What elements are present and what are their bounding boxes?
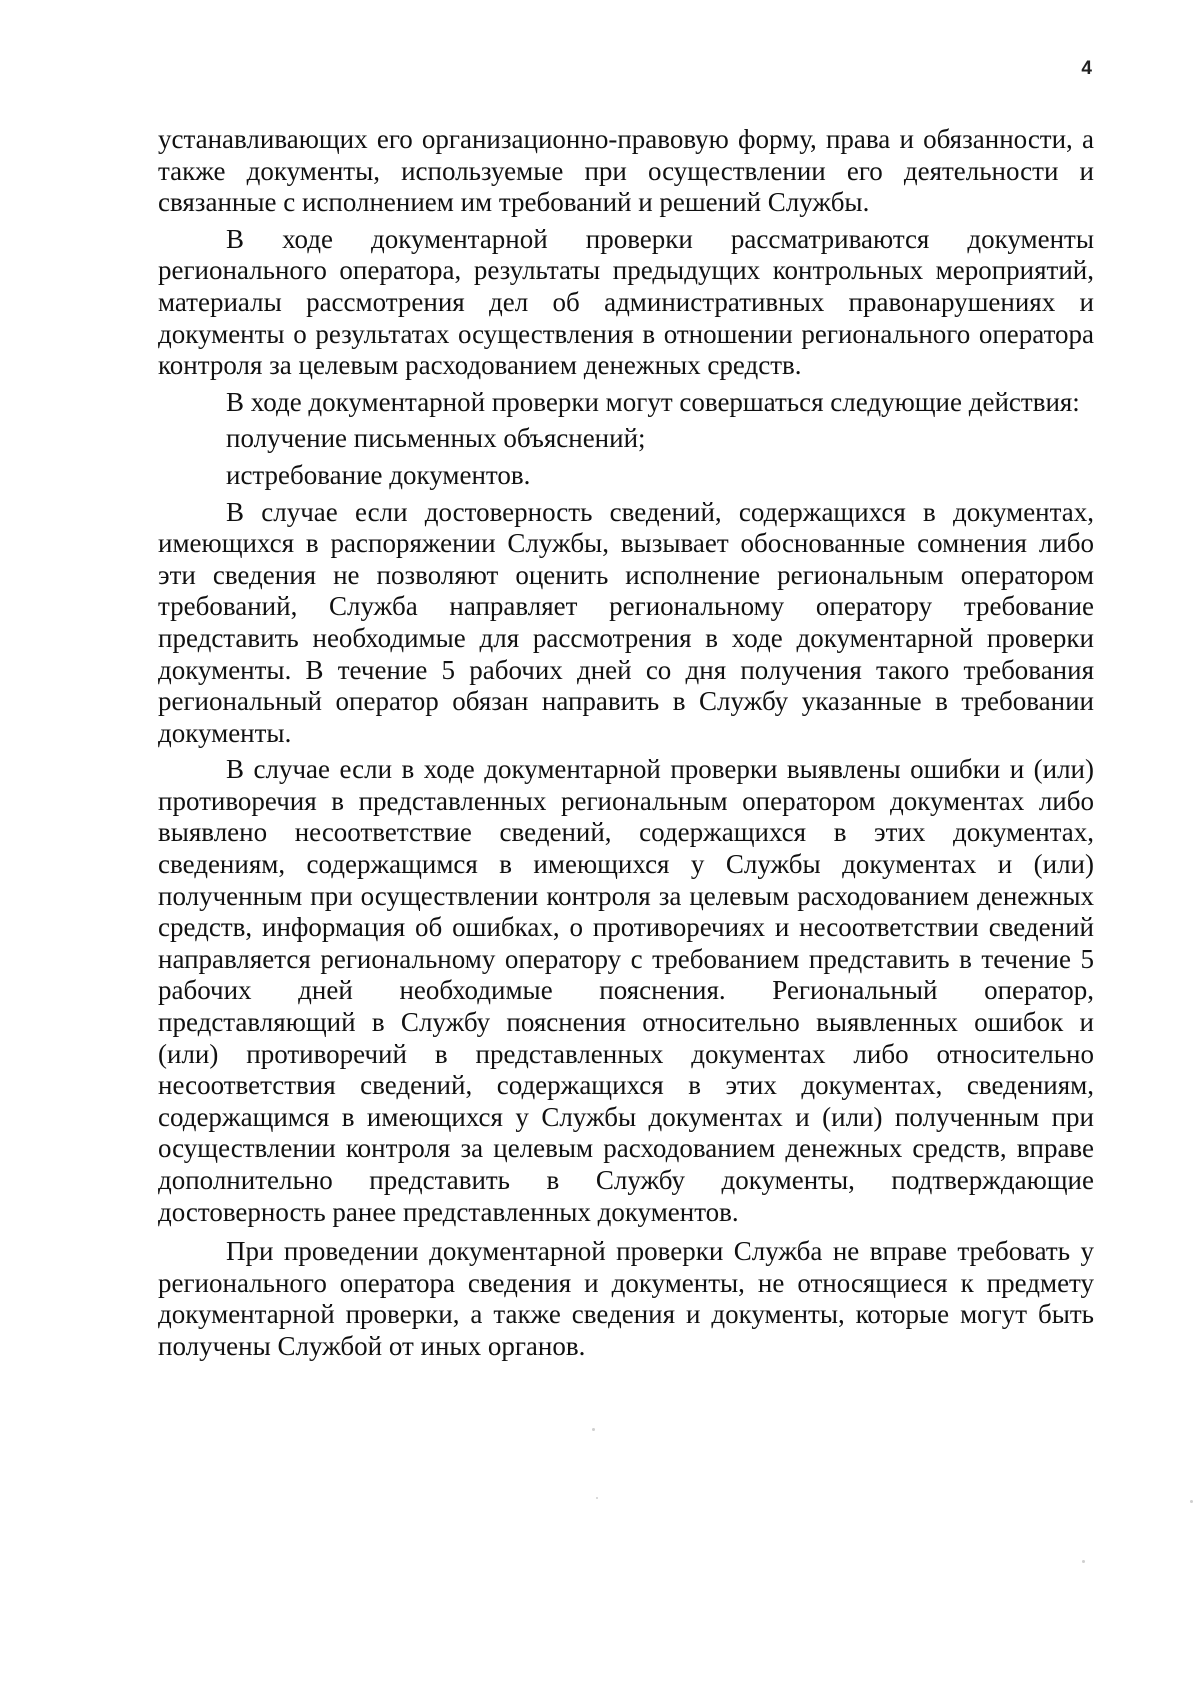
paragraph-restrictions: При проведении документарной проверки Служба не вправе требовать у регионального оператора сведения и документы, не относящиеся к предмету документарной проверки, а также сведения и документы, которые могут быть получены Службой от иных органов. [158,1236,1094,1361]
document-body [158,124,1094,1363]
paragraph-documents-reviewed: В ходе документарной проверки рассматриваются документы регионального оператора, результаты предыдущих контрольных мероприятий, материалы рассмотрения дел об административных правонарушениях и документы о результатах осуществления в отношении регионального оператора контроля за целевым расходованием денежных средств. [158,223,1094,381]
list-item-explanations: получение письменных объяснений; [226,423,646,454]
page-number: 4 [1081,58,1092,79]
scan-speck [596,1497,598,1499]
paragraph-reliability-doubts: В случае если достоверность сведений, содержащихся в документах, имеющихся в распоряжении Службы, вызывает обоснованные сомнения либо эти сведения не позволяют оценить исполнение региональным оператором требований, Служба направляет региональному оператору требование представить необходимые для рассмотрения в ходе документарной проверки документы. В течение 5 рабочих дней со дня получения такого требования региональный оператор обязан направить в Службу указанные в требовании документы. [158,496,1094,748]
list-item-documents-request: истребование документов. [226,459,531,490]
paragraph-actions-intro: В ходе документарной проверки могут совершаться следующие действия: [226,386,1080,417]
paragraph-errors-contradictions: В случае если в ходе документарной проверки выявлены ошибки и (или) противоречия в представленных региональным оператором документах либо выявлено несоответствие сведений, содержащихся в этих документах, сведениям, содержащимся в имеющихся у Службы документах и (или) полученным при осуществлении контроля за целевым расходованием денежных средств, информация об ошибках, о противоречиях и несоответствии сведений направляется региональному оператору с требованием представить в течение 5 рабочих дней необходимые пояснения. Региональный оператор, представляющий в Службу пояснения относительно выявленных ошибок и (или) противоречий в представленных документах либо относительно несоответствия сведений, содержащихся в этих документах, сведениям, содержащимся в имеющихся у Службы документах и (или) полученным при осуществлении контроля за целевым расходованием денежных средств, вправе дополнительно представить в Службу документы, подтверждающие достоверность ранее представленных документов. [158,754,1094,1227]
scan-speck [1190,1500,1193,1503]
scan-speck [1082,1560,1085,1563]
scan-speck [592,1428,595,1431]
paragraph-continuation: устанавливающих его организационно-правовую форму, права и обязанности, а также документы, используемые при осуществлении его деятельности и связанные с исполнением им требований и решений Службы. [158,124,1094,218]
